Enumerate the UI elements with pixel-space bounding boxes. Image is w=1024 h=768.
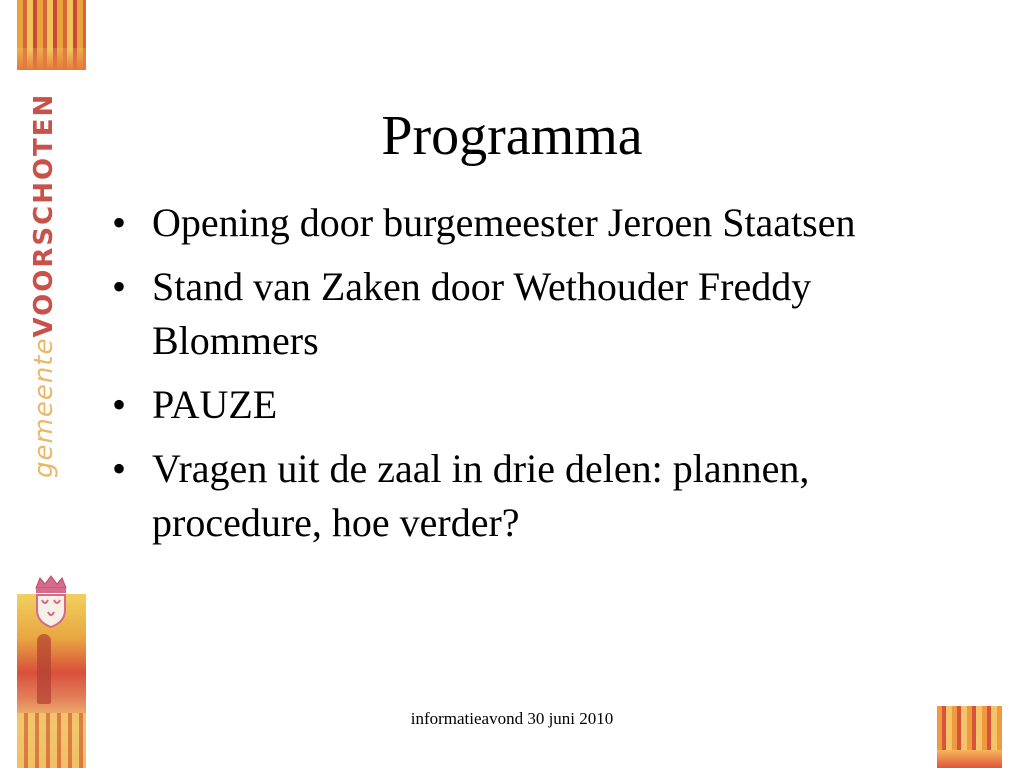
agenda-item	[112, 442, 972, 550]
crest-icon	[30, 574, 72, 628]
agenda-item-text: Stand van Zaken door Wethouder Freddy Blommers	[152, 264, 812, 363]
agenda-item	[112, 260, 972, 368]
agenda-item-text: PAUZE	[152, 382, 278, 427]
logo-word-dark: VOORSCHOTEN	[29, 92, 59, 338]
slide-footer: informatieavond 30 juni 2010	[410, 709, 614, 728]
agenda-item-text: Vragen uit de zaal in drie delen: plannen, procedure, hoe verder?	[152, 446, 810, 545]
slide-title: Programma	[381, 105, 643, 167]
bullet-icon: •	[112, 200, 127, 245]
bullet-icon: •	[112, 264, 127, 309]
bullet-icon: •	[112, 446, 127, 491]
agenda-list	[112, 196, 972, 560]
agenda-item	[112, 196, 972, 250]
top-left-photo	[17, 0, 86, 70]
bullet-icon: •	[112, 382, 127, 427]
logo-word-light: gemeente	[29, 337, 59, 478]
agenda-item-text: Opening door burgemeester Jeroen Staatsen	[152, 200, 856, 245]
agenda-item	[112, 378, 972, 432]
